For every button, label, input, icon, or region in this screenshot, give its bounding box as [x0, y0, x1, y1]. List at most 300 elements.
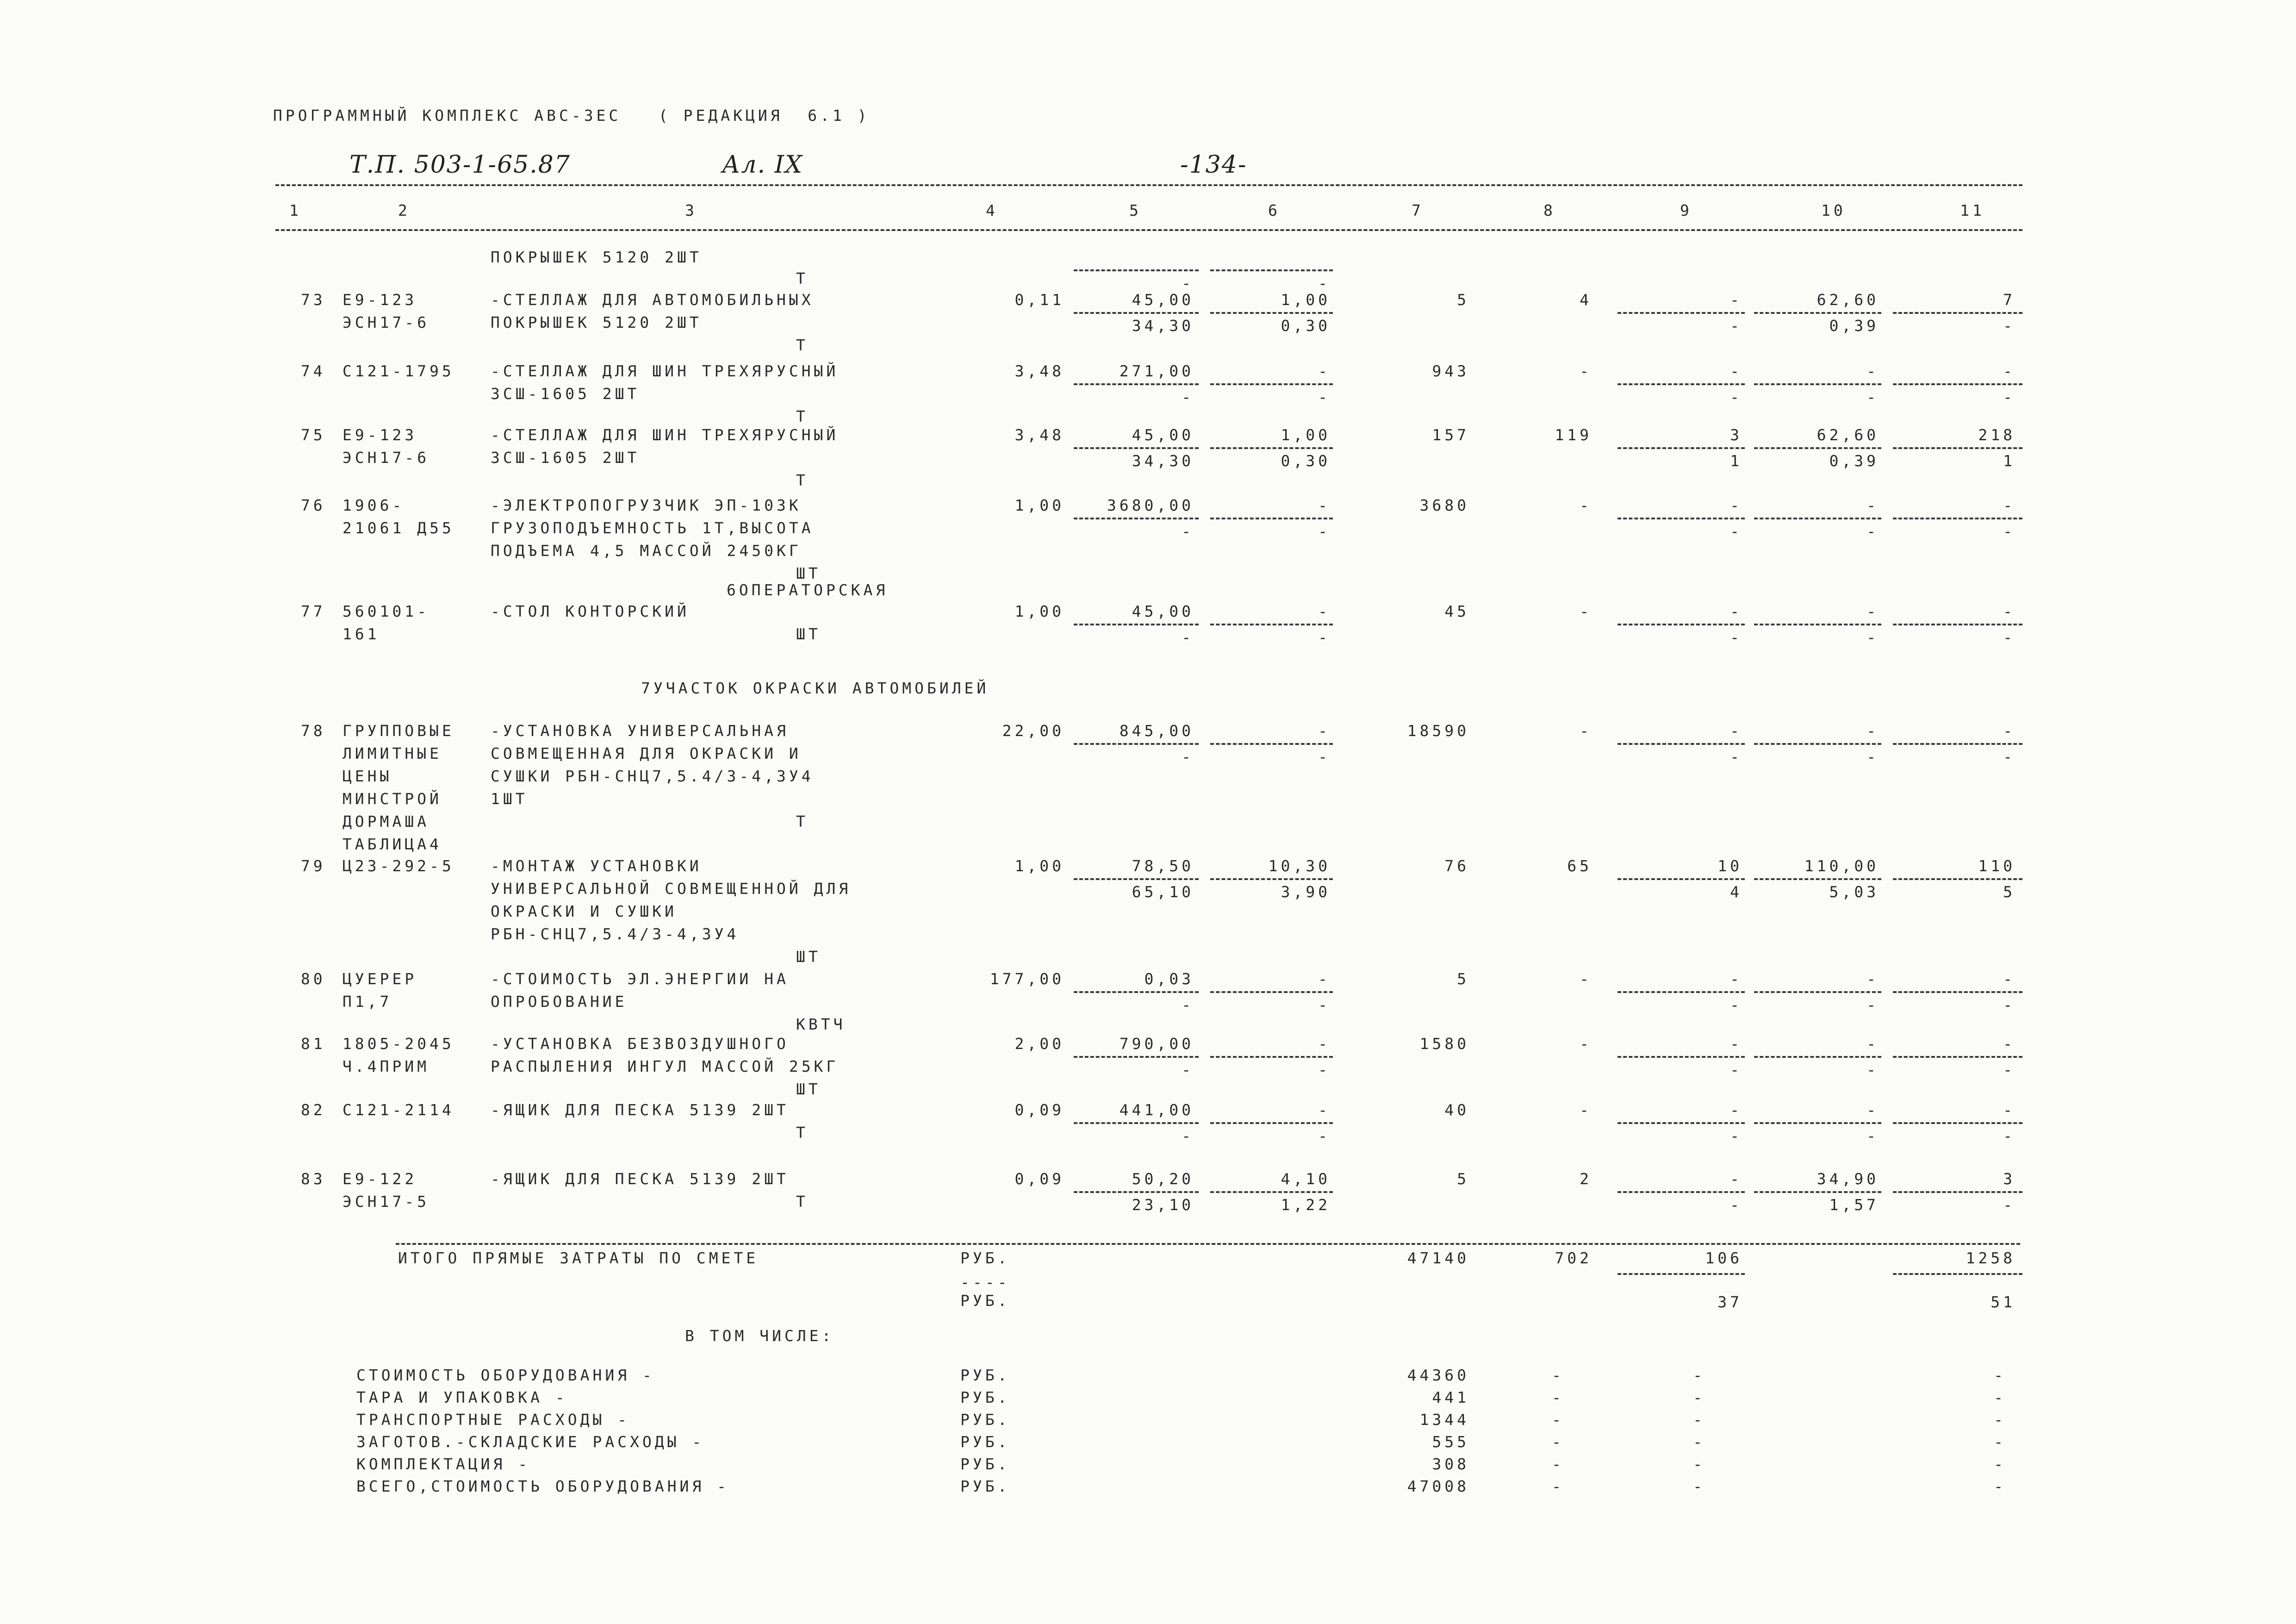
value-separator — [1618, 518, 1745, 519]
value-separator — [1754, 991, 1881, 993]
value-separator — [1210, 991, 1333, 993]
cell-col-9: - — [1730, 291, 1742, 309]
row-description: -МОНТАЖ УСТАНОВКИ — [491, 857, 702, 875]
row-code: Е9-123 — [342, 291, 417, 309]
breakdown-label: КОМПЛЕКТАЦИЯ - — [356, 1455, 531, 1473]
row-number: 78 — [301, 722, 326, 740]
cell-col-9-lower: - — [1730, 388, 1742, 406]
row-code: 560101- — [342, 602, 430, 620]
cell-col-5-lower: - — [1182, 388, 1194, 406]
cell-col-8: 2 — [1580, 1170, 1592, 1188]
row-description: РАСПЫЛЕНИЯ ИНГУЛ МАССОЙ 25КГ — [491, 1057, 839, 1075]
value-separator — [1618, 624, 1745, 625]
cell-col-6-lower: 3,90 — [1281, 883, 1331, 901]
breakdown-label: СТОИМОСТЬ ОБОРУДОВАНИЯ - — [356, 1366, 655, 1384]
totals-rule — [396, 1243, 2020, 1245]
value-separator — [1893, 743, 2022, 745]
cell-col-8: - — [1580, 970, 1592, 988]
cell-col-10-lower: 0,39 — [1829, 452, 1879, 470]
cell-col-5: 271,00 — [1119, 362, 1194, 380]
row-description: ШТ — [796, 948, 821, 966]
row-description: КВТЧ — [796, 1015, 846, 1033]
cell-col-5-lower: - — [1182, 748, 1194, 766]
cell-col-7: 5 — [1457, 970, 1469, 988]
page-number: -134- — [1180, 151, 1247, 179]
cell-col-8: 119 — [1555, 426, 1592, 444]
value-separator — [1074, 518, 1199, 519]
row-description: СОВМЕЩЕННАЯ ДЛЯ ОКРАСКИ И — [491, 744, 802, 762]
row-description: -УСТАНОВКА УНИВЕРСАЛЬНАЯ — [491, 722, 789, 740]
row-description: 3СШ-1605 2ШТ — [491, 385, 640, 403]
cell-col-4: 22,00 — [1002, 722, 1064, 740]
cell-col-11-lower: 1 — [2003, 452, 2016, 470]
value-separator — [1618, 312, 1745, 314]
value-separator — [1074, 743, 1199, 745]
cell-col-11: 110 — [1978, 857, 2016, 875]
cell-col-6-lower: - — [1318, 628, 1331, 646]
value-separator — [1754, 878, 1881, 880]
cell-col-9: 10 — [1717, 857, 1742, 875]
cell-col-10-lower: - — [1867, 388, 1879, 406]
row-description: -СТОИМОСТЬ ЭЛ.ЭНЕРГИИ НА — [491, 970, 789, 988]
cell-col-7: 5 — [1457, 1170, 1469, 1188]
cell-col-6-lower: 0,30 — [1281, 452, 1331, 470]
row-description: -СТЕЛЛАЖ ДЛЯ ШИН ТРЕХЯРУСНЫЙ — [491, 426, 839, 444]
cell-col-6: 10,30 — [1268, 857, 1331, 875]
value-separator — [1893, 991, 2022, 993]
cell-col-9-lower: 1 — [1730, 452, 1742, 470]
value-separator — [1074, 447, 1199, 449]
cell-col-11: 7 — [2003, 291, 2016, 309]
breakdown-col-8: - — [1552, 1388, 1564, 1406]
cell-col-6: - — [1318, 496, 1331, 514]
breakdown-col-9: - — [1693, 1477, 1705, 1495]
cell-col-5-lower: 65,10 — [1132, 883, 1194, 901]
cell-col-11: 3 — [2003, 1170, 2016, 1188]
cell-col-11-lower: 5 — [2003, 883, 2016, 901]
value-separator — [1074, 624, 1199, 625]
row-description: ШТ — [796, 625, 821, 643]
row-code: ЭСН17-6 — [342, 449, 430, 467]
row-number: 82 — [301, 1101, 326, 1119]
row-code: ДОРМАША — [342, 812, 430, 831]
value-separator — [1893, 878, 2022, 880]
cell-col-5-lower: 23,10 — [1132, 1196, 1194, 1214]
totals-col-11: 1258 — [1966, 1249, 2016, 1267]
value-separator — [1074, 383, 1199, 385]
totals-unit: РУБ. — [960, 1249, 1010, 1267]
value-separator — [1893, 518, 2022, 519]
value-separator — [1210, 312, 1333, 314]
cell-col-6-lower: - — [1318, 522, 1331, 540]
cell-col-6: - — [1318, 602, 1331, 620]
cell-col-9-lower: 4 — [1730, 883, 1742, 901]
row-number: 75 — [301, 426, 326, 444]
row-code: ЛИМИТНЫЕ — [342, 744, 442, 762]
cell-col-9-lower: - — [1730, 628, 1742, 646]
cell-col-5-lower: - — [1182, 522, 1194, 540]
cell-col-10: - — [1867, 602, 1879, 620]
row-description: -ЭЛЕКТРОПОГРУЗЧИК ЭП-103К — [491, 496, 802, 514]
breakdown-col-9: - — [1693, 1411, 1705, 1429]
cell-col-5-lower: - — [1182, 1127, 1194, 1145]
cell-col-7: 1580 — [1419, 1035, 1469, 1053]
breakdown-col-11: - — [1994, 1366, 2006, 1384]
section-heading: 6ОПЕРАТОРСКАЯ — [727, 581, 889, 599]
row-number: 80 — [301, 970, 326, 988]
column-header-11: 11 — [1960, 201, 1985, 219]
row-description: ПОКРЫШЕК 5120 2ШТ — [491, 248, 702, 266]
cell-col-10: - — [1867, 1101, 1879, 1119]
row-description: ПОДЪЕМА 4,5 МАССОЙ 2450КГ — [491, 542, 802, 560]
cell-col-6-lower: 1,22 — [1281, 1196, 1331, 1214]
cell-col-10-lower: 1,57 — [1829, 1196, 1879, 1214]
cell-col-6: 4,10 — [1281, 1170, 1331, 1188]
cell-col-9: - — [1730, 362, 1742, 380]
column-header-8: 8 — [1543, 201, 1556, 219]
cell-col-8: - — [1580, 722, 1592, 740]
value-separator — [1074, 312, 1199, 314]
value-separator — [1618, 447, 1745, 449]
column-header-10: 10 — [1821, 201, 1846, 219]
row-code: ЭСН17-6 — [342, 313, 430, 331]
cell-col-8: 4 — [1580, 291, 1592, 309]
row-description: 3СШ-1605 2ШТ — [491, 449, 640, 467]
row-code: 1906- — [342, 496, 405, 514]
value-separator — [1893, 447, 2022, 449]
cell-col-11-lower: - — [2003, 388, 2016, 406]
breakdown-label: ЗАГОТОВ.-СКЛАДСКИЕ РАСХОДЫ - — [356, 1433, 705, 1451]
value-separator — [1754, 1056, 1881, 1058]
value-separator — [1754, 447, 1881, 449]
breakdown-col-11: - — [1994, 1477, 2006, 1495]
value-separator — [1754, 383, 1881, 385]
cell-col-11: - — [2003, 496, 2016, 514]
row-code: ЦУЕРЕР — [342, 970, 417, 988]
row-code: 21061 Д55 — [342, 519, 454, 537]
breakdown-col-7: 555 — [1432, 1433, 1469, 1451]
cell-col-9: - — [1730, 496, 1742, 514]
breakdown-col-9: - — [1693, 1433, 1705, 1451]
cell-col-11-lower: - — [2003, 748, 2016, 766]
cell-col-11-lower: - — [2003, 996, 2016, 1014]
value-separator — [1210, 518, 1333, 519]
row-code: П1,7 — [342, 993, 392, 1011]
value-separator — [1754, 743, 1881, 745]
column-header-6: 6 — [1268, 201, 1281, 219]
cell-col-5: 3680,00 — [1107, 496, 1194, 514]
value-separator — [1618, 1122, 1745, 1124]
totals-col-9: 106 — [1705, 1249, 1742, 1267]
cell-col-8: 65 — [1567, 857, 1592, 875]
cell-col-10-lower: 0,39 — [1829, 317, 1879, 335]
cell-col-10: 34,90 — [1817, 1170, 1879, 1188]
cell-col-10: - — [1867, 496, 1879, 514]
cell-col-6-lower: - — [1318, 388, 1331, 406]
cell-col-11-lower: - — [2003, 628, 2016, 646]
cell-col-10-lower: - — [1867, 996, 1879, 1014]
cell-col-9-lower: - — [1730, 317, 1742, 335]
value-separator — [1210, 878, 1333, 880]
value-separator — [1210, 447, 1333, 449]
row-code: ТАБЛИЦА4 — [342, 835, 442, 853]
breakdown-col-11: - — [1994, 1411, 2006, 1429]
breakdown-unit: РУБ. — [960, 1477, 1010, 1495]
in-that-heading: В ТОМ ЧИСЛЕ: — [685, 1327, 834, 1345]
cell-col-5: 45,00 — [1132, 602, 1194, 620]
cell-col-6: - — [1318, 970, 1331, 988]
header-rule-top — [275, 184, 2022, 186]
cell-col-8: - — [1580, 1101, 1592, 1119]
cell-col-10-lower: - — [1867, 628, 1879, 646]
cell-col-5-lower: - — [1182, 628, 1194, 646]
cell-col-9-lower: - — [1730, 748, 1742, 766]
value-separator — [1893, 312, 2022, 314]
value-separator — [1074, 1191, 1199, 1193]
cell-col-6-lower: - — [1318, 1061, 1331, 1079]
cell-col-10: - — [1867, 722, 1879, 740]
cell-col-10: - — [1867, 1035, 1879, 1053]
cell-col-9: - — [1730, 1170, 1742, 1188]
row-code: Ц23-292-5 — [342, 857, 454, 875]
value-separator — [1074, 269, 1199, 271]
cell-col-10: - — [1867, 970, 1879, 988]
program-header: ПРОГРАММНЫЙ КОМПЛЕКС АВС-3ЕС ( РЕДАКЦИЯ 6.1 ) — [273, 106, 870, 125]
value-separator — [1754, 312, 1881, 314]
cell-col-7: 45 — [1444, 602, 1469, 620]
cell-col-9-lower: - — [1730, 522, 1742, 540]
cell-col-5-lower: - — [1182, 996, 1194, 1014]
cell-col-7: 943 — [1432, 362, 1469, 380]
cell-col-6-lower: - — [1318, 748, 1331, 766]
cell-col-6: - — [1318, 1101, 1331, 1119]
breakdown-unit: РУБ. — [960, 1411, 1010, 1429]
cell-col-11-lower: - — [2003, 1127, 2016, 1145]
row-description: -УСТАНОВКА БЕЗВОЗДУШНОГО — [491, 1035, 789, 1053]
value-separator — [1618, 1273, 1745, 1275]
cell-col-6: 1,00 — [1281, 291, 1331, 309]
value-separator — [1618, 878, 1745, 880]
cell-col-8: - — [1580, 602, 1592, 620]
value-separator — [1754, 624, 1881, 625]
breakdown-col-8: - — [1552, 1455, 1564, 1473]
cell-col-6-lower: - — [1318, 1127, 1331, 1145]
cell-col-10: 62,60 — [1817, 426, 1879, 444]
row-description: Т — [796, 269, 809, 287]
cell-col-11: - — [2003, 1101, 2016, 1119]
row-description: -ЯЩИК ДЛЯ ПЕСКА 5139 2ШТ — [491, 1101, 789, 1119]
cell-col-9: - — [1730, 1035, 1742, 1053]
cell-col-7: 76 — [1444, 857, 1469, 875]
cell-col-11: - — [2003, 970, 2016, 988]
value-separator — [1618, 383, 1745, 385]
row-description: Т — [796, 336, 809, 354]
breakdown-label: ВСЕГО,СТОИМОСТЬ ОБОРУДОВАНИЯ - — [356, 1477, 730, 1495]
row-code: МИНСТРОЙ — [342, 790, 442, 808]
cell-col-10-lower: - — [1867, 748, 1879, 766]
breakdown-col-8: - — [1552, 1433, 1564, 1451]
row-number: 77 — [301, 602, 326, 620]
cell-col-11: 218 — [1978, 426, 2016, 444]
cell-col-6-lower: 0,30 — [1281, 317, 1331, 335]
value-separator — [1210, 1122, 1333, 1124]
breakdown-label: ТАРА И УПАКОВКА - — [356, 1388, 568, 1406]
totals-col-7: 47140 — [1407, 1249, 1469, 1267]
value-separator — [1210, 1191, 1333, 1193]
row-description: -СТЕЛЛАЖ ДЛЯ АВТОМОБИЛЬНЫХ — [491, 291, 814, 309]
cell-col-5-lower: 34,30 — [1132, 452, 1194, 470]
cell-col-5-lower: 34,30 — [1132, 317, 1194, 335]
cell-col-9: - — [1730, 1101, 1742, 1119]
breakdown-col-9: - — [1693, 1455, 1705, 1473]
value-separator — [1074, 878, 1199, 880]
cell-col-4: 1,00 — [1014, 496, 1064, 514]
row-description: ОКРАСКИ И СУШКИ — [491, 902, 678, 920]
row-number: 76 — [301, 496, 326, 514]
row-description: ПОКРЫШЕК 5120 2ШТ — [491, 313, 702, 331]
row-description: СУШКИ РБН-СНЦ7,5.4/3-4,3У4 — [491, 767, 814, 785]
value-separator — [1754, 1191, 1881, 1193]
row-number: 74 — [301, 362, 326, 380]
row-code: Ч.4ПРИМ — [342, 1057, 430, 1075]
row-code: С121-2114 — [342, 1101, 454, 1119]
cell-col-4: 0,09 — [1014, 1170, 1064, 1188]
value-separator — [1210, 624, 1333, 625]
column-header-9: 9 — [1680, 201, 1692, 219]
cell-col-11: - — [2003, 362, 2016, 380]
cell-col-9: 3 — [1730, 426, 1742, 444]
cell-col-6-lower: - — [1318, 274, 1331, 292]
row-description: ШТ — [796, 1080, 821, 1098]
breakdown-col-7: 1344 — [1419, 1411, 1469, 1429]
cell-col-9-lower: - — [1730, 1061, 1742, 1079]
row-code: ГРУППОВЫЕ — [342, 722, 454, 740]
row-number: 83 — [301, 1170, 326, 1188]
breakdown-col-7: 47008 — [1407, 1477, 1469, 1495]
album-stamp: Ал. IX — [722, 151, 803, 179]
value-separator — [1210, 743, 1333, 745]
breakdown-unit: РУБ. — [960, 1366, 1010, 1384]
column-header-2: 2 — [398, 201, 411, 219]
cell-col-10: - — [1867, 362, 1879, 380]
cell-col-4: 0,09 — [1014, 1101, 1064, 1119]
value-separator — [1893, 1122, 2022, 1124]
cell-col-5-lower: - — [1182, 1061, 1194, 1079]
cell-col-8: - — [1580, 1035, 1592, 1053]
totals-col-9-lower: 37 — [1717, 1293, 1742, 1311]
breakdown-col-7: 308 — [1432, 1455, 1469, 1473]
cell-col-4: 1,00 — [1014, 857, 1064, 875]
value-separator — [1074, 991, 1199, 993]
cell-col-11: - — [2003, 602, 2016, 620]
breakdown-unit: РУБ. — [960, 1388, 1010, 1406]
value-separator — [1074, 1122, 1199, 1124]
row-description: -СТОЛ КОНТОРСКИЙ — [491, 602, 690, 620]
row-description: Т — [796, 1193, 809, 1211]
cell-col-10-lower: - — [1867, 1127, 1879, 1145]
breakdown-col-11: - — [1994, 1433, 2006, 1451]
row-description: РБН-СНЦ7,5.4/3-4,3У4 — [491, 925, 740, 943]
cell-col-4: 177,00 — [989, 970, 1064, 988]
column-header-7: 7 — [1412, 201, 1424, 219]
cell-col-7: 157 — [1432, 426, 1469, 444]
cell-col-5: 45,00 — [1132, 426, 1194, 444]
cell-col-5: 790,00 — [1119, 1035, 1194, 1053]
cell-col-10: 62,60 — [1817, 291, 1879, 309]
cell-col-6-lower: - — [1318, 996, 1331, 1014]
cell-col-4: 0,11 — [1014, 291, 1064, 309]
row-description: ШТ — [796, 564, 821, 582]
cell-col-4: 3,48 — [1014, 426, 1064, 444]
totals-unit-2: РУБ. — [960, 1292, 1010, 1310]
cell-col-11-lower: - — [2003, 1196, 2016, 1214]
cell-col-6: - — [1318, 722, 1331, 740]
breakdown-col-8: - — [1552, 1366, 1564, 1384]
cell-col-5: 78,50 — [1132, 857, 1194, 875]
row-code: 161 — [342, 625, 380, 643]
breakdown-col-9: - — [1693, 1366, 1705, 1384]
value-separator — [1893, 383, 2022, 385]
cell-col-8: - — [1580, 496, 1592, 514]
cell-col-5: 45,00 — [1132, 291, 1194, 309]
header-rule-bottom — [275, 229, 2022, 231]
cell-col-7: 3680 — [1419, 496, 1469, 514]
row-description: Т — [796, 471, 809, 489]
cell-col-5: 845,00 — [1119, 722, 1194, 740]
totals-col-8: 702 — [1555, 1249, 1592, 1267]
row-description: ГРУЗОПОДЪЕМНОСТЬ 1Т,ВЫСОТА — [491, 519, 814, 537]
breakdown-col-11: - — [1994, 1455, 2006, 1473]
row-code: С121-1795 — [342, 362, 454, 380]
cell-col-4: 3,48 — [1014, 362, 1064, 380]
value-separator — [1074, 1056, 1199, 1058]
cell-col-7: 40 — [1444, 1101, 1469, 1119]
value-separator — [1210, 1056, 1333, 1058]
project-stamp: Т.П. 503-1-65.87 — [349, 151, 571, 179]
cell-col-5-lower: - — [1182, 274, 1194, 292]
cell-col-11: - — [2003, 722, 2016, 740]
value-separator — [1618, 1191, 1745, 1193]
column-header-1: 1 — [289, 201, 302, 219]
totals-label: ИТОГО ПРЯМЫЕ ЗАТРАТЫ ПО СМЕТЕ — [398, 1249, 759, 1267]
cell-col-7: 18590 — [1407, 722, 1469, 740]
value-separator — [1754, 1122, 1881, 1124]
row-description: ОПРОБОВАНИЕ — [491, 993, 628, 1011]
breakdown-unit: РУБ. — [960, 1455, 1010, 1473]
row-code: ЭСН17-5 — [342, 1193, 430, 1211]
value-separator — [1893, 1273, 2022, 1275]
cell-col-9-lower: - — [1730, 1127, 1742, 1145]
column-header-5: 5 — [1129, 201, 1142, 219]
cell-col-5: 0,03 — [1144, 970, 1194, 988]
cell-col-9: - — [1730, 602, 1742, 620]
cell-col-4: 2,00 — [1014, 1035, 1064, 1053]
breakdown-col-8: - — [1552, 1411, 1564, 1429]
totals-unit-separator: ---- — [960, 1273, 1010, 1291]
cell-col-6: - — [1318, 362, 1331, 380]
row-description: -СТЕЛЛАЖ ДЛЯ ШИН ТРЕХЯРУСНЫЙ — [491, 362, 839, 380]
value-separator — [1893, 624, 2022, 625]
row-number: 81 — [301, 1035, 326, 1053]
cell-col-9-lower: - — [1730, 996, 1742, 1014]
cell-col-9-lower: - — [1730, 1196, 1742, 1214]
value-separator — [1754, 518, 1881, 519]
row-number: 73 — [301, 291, 326, 309]
value-separator — [1618, 1056, 1745, 1058]
breakdown-col-7: 44360 — [1407, 1366, 1469, 1384]
value-separator — [1893, 1191, 2022, 1193]
row-description: УНИВЕРСАЛЬНОЙ СОВМЕЩЕННОЙ ДЛЯ — [491, 880, 852, 898]
